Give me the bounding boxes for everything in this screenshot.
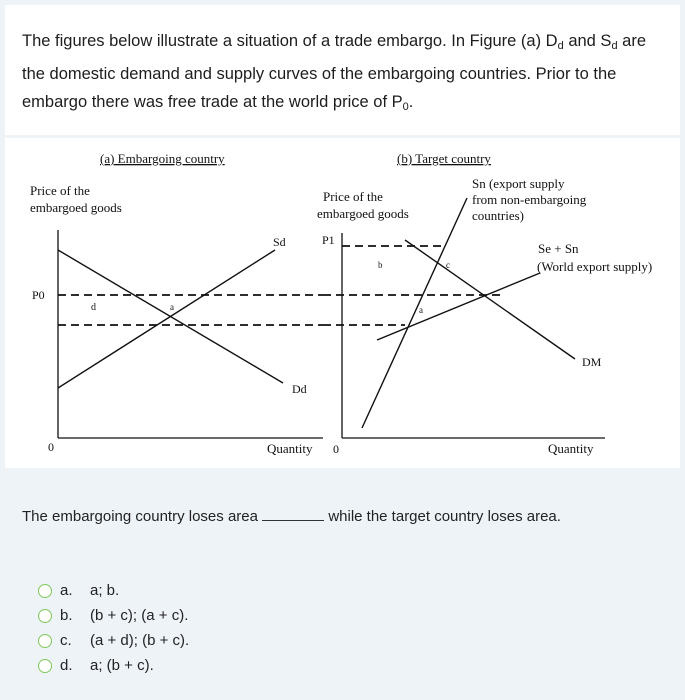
intro-text-2: and S [563,32,612,50]
panel-b-area-a: a [419,305,423,315]
panel-a-supply-label: Sd [273,235,286,249]
intro-text-4: . [408,93,414,111]
option-letter: d. [60,657,73,674]
panel-b-demand-label: DM [582,355,602,369]
option-letter: a. [60,582,73,599]
panel-a-xlabel: Quantity [267,441,313,456]
answer-blank [262,506,324,521]
panel-a-price-label: P0 [32,288,45,302]
panel-b-title: (b) Target country [397,151,491,166]
option-d[interactable] [38,653,438,678]
intro-sub-s: d [611,40,618,52]
panel-a-title: (a) Embargoing country [100,151,225,166]
panel-b-world-supply-1: Se + Sn [538,241,579,256]
option-b[interactable] [38,603,438,628]
panel-b-area-b: b [378,260,383,270]
option-letter: c. [60,632,72,649]
option-text: (b + c); (a + c). [90,607,189,624]
radio-button[interactable] [38,634,52,648]
panel-a-ylabel-1: Price of the [30,183,90,198]
panel-a-demand-label: Dd [292,382,307,396]
radio-button[interactable] [38,584,52,598]
panel-a-demand-curve [58,250,283,383]
radio-button[interactable] [38,609,52,623]
panel-a-area-d: d [91,302,96,313]
panel-b-origin: 0 [333,442,339,456]
panel-a-origin: 0 [48,440,54,454]
panel-b-area-c: c [446,260,450,270]
answer-options [38,578,438,678]
panel-a-area-a: a [170,302,174,312]
panel-b-p1-label: P1 [322,233,335,247]
panel-b-xlabel: Quantity [548,441,594,456]
panel-b-supply-export-1: Sn (export supply [472,176,565,191]
panel-b-ylabel-2: embargoed goods [317,206,409,221]
question-header [5,5,680,135]
option-c[interactable] [38,628,438,653]
figure-svg [5,138,680,468]
panel-b-ylabel-1: Price of the [323,189,383,204]
panel-b-export-supply-curve [362,198,467,428]
option-text: (a + d); (b + c). [90,632,190,649]
panel-a-supply-curve [58,250,275,388]
radio-button[interactable] [38,659,52,673]
trade-embargo-figure [5,138,680,468]
panel-b-demand-curve [405,240,575,359]
intro-text-3: are the domestic demand and supply curves of the embargoing countries. Prior to the embargo there was free trade at the world price of P [22,32,647,111]
panel-b-supply-export-2: from non-embargoing [472,192,587,207]
panel-b-world-supply-curve [377,273,540,340]
intro-text-1: The figures below illustrate a situation of a trade embargo. In Figure (a) D [22,32,558,50]
panel-b-supply-export-3: countries) [472,208,524,223]
intro-sub-p: 0 [402,101,409,113]
panel-a-ylabel-2: embargoed goods [30,200,122,215]
panel-b-world-supply-2: (World export supply) [537,259,653,274]
question-prompt [22,505,652,529]
option-letter: b. [60,607,73,624]
option-text: a; (b + c). [90,657,154,674]
option-text: a; b. [90,582,120,599]
option-a[interactable] [38,578,438,603]
intro-sub-d: d [557,40,564,52]
prompt-text-1: The embargoing country loses area [22,508,258,525]
prompt-text-2: while the target country loses area. [328,508,561,525]
question-intro [22,27,662,121]
